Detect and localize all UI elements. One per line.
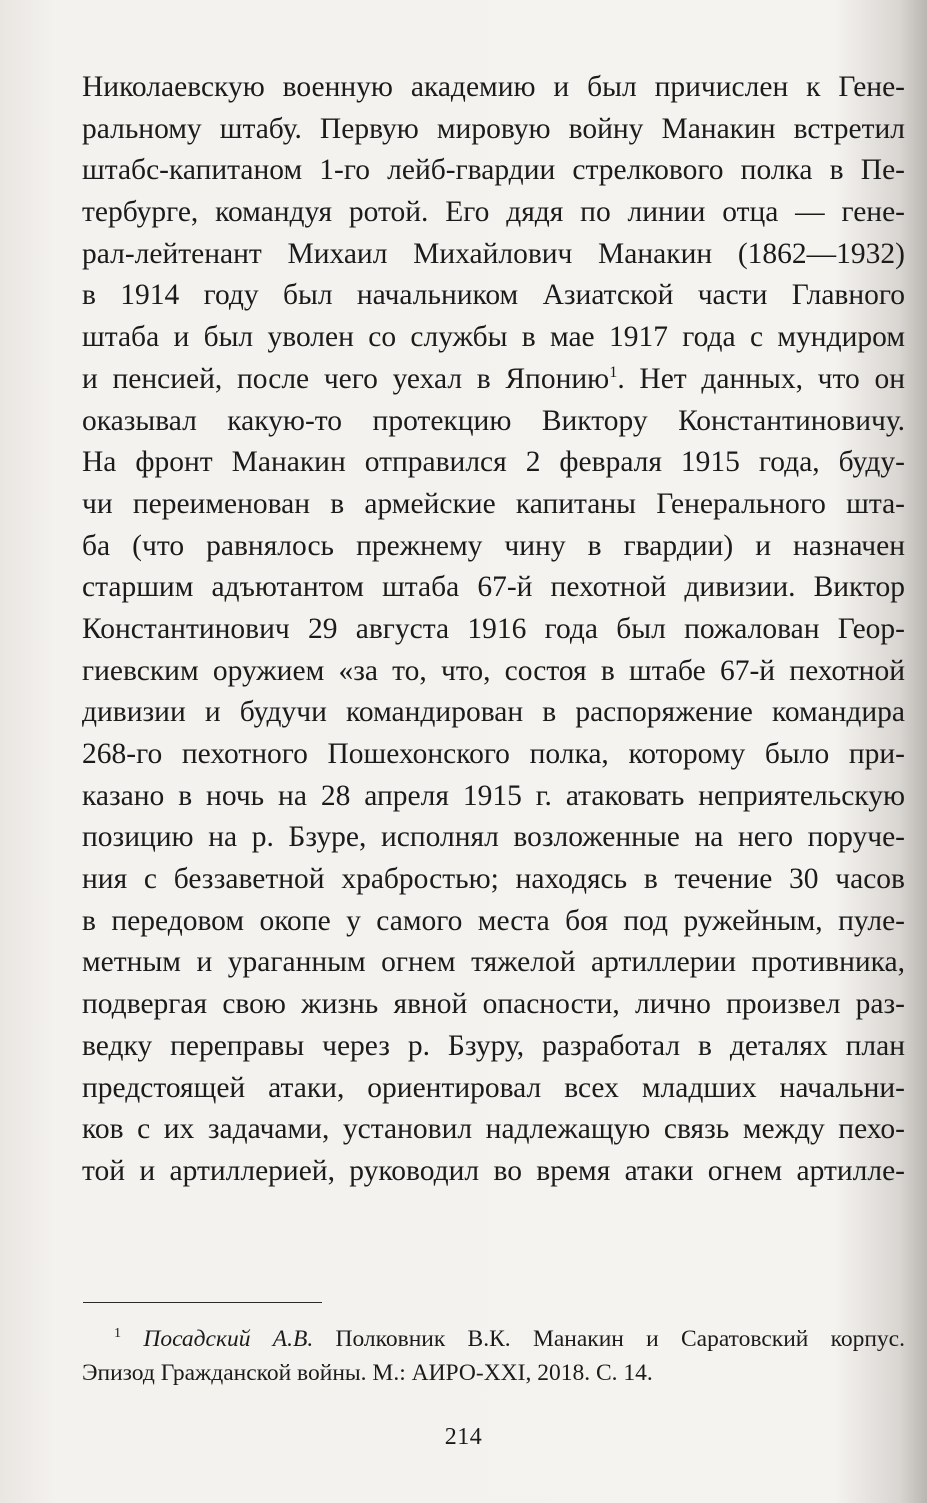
footnote-title: Полковник В.К. Манакин и Саратовский корпус. xyxy=(313,1326,905,1352)
text-line: чи переименован в армейские капитаны Генерального шта- xyxy=(82,487,905,520)
text-segment: и пенсией, после чего уехал в Японию xyxy=(82,362,610,395)
text-line: гиевским оружием «за то, что, состоя в штабе 67-й пехотной xyxy=(82,654,905,687)
text-line: Николаевскую военную академию и был причислен к Гене- xyxy=(82,71,905,103)
footnote-marker: 1 xyxy=(114,1325,122,1342)
footnote-divider xyxy=(83,1302,322,1303)
text-line: Константинович 29 августа 1916 года был пожалован Геор- xyxy=(82,612,905,645)
text-line: ба (что равнялось прежнему чину в гвардии) и назначен xyxy=(82,529,905,562)
footnote-line: Эпизод Гражданской войны. М.: АИРО-XXI, 2018. С. 14. xyxy=(82,1360,653,1386)
text-segment: . Нет данных, что он xyxy=(617,362,905,395)
text-line: штабс-капитаном 1-го лейб-гвардии стрелкового полка в Пе- xyxy=(82,154,905,187)
text-line: ведку переправы через р. Бзуру, разработал в деталях план xyxy=(82,1029,905,1062)
text-line: тербурге, командуя ротой. Его дядя по линии отца — гене- xyxy=(82,196,905,229)
text-line: в 1914 году был начальником Азиатской части Главного xyxy=(82,279,905,312)
text-line: ния с беззаветной храбростью; находясь в течение 30 часов xyxy=(82,863,905,896)
text-line: ков с их задачами, установил надлежащую связь между пехо- xyxy=(82,1113,905,1146)
text-line: ральному штабу. Первую мировую войну Манакин встретил xyxy=(82,112,905,145)
text-line: позицию на р. Бзуре, исполнял возложенные на него поруче- xyxy=(82,821,905,854)
footnote-author: Посадский А.В. xyxy=(143,1326,314,1352)
text-line: в передовом окопе у самого места боя под ружейным, пуле- xyxy=(82,904,905,937)
text-line: 268-го пехотного Пошехонского полка, которому было при- xyxy=(82,738,905,770)
main-text-body xyxy=(82,67,905,1193)
text-line: штаба и был уволен со службы в мае 1917 года с мундиром xyxy=(82,321,905,354)
text-line: На фронт Манакин отправился 2 февраля 1915 года, буду- xyxy=(82,446,905,479)
text-line: той и артиллерией, руководил во время атаки огнем артилле- xyxy=(82,1154,905,1187)
footnote-line xyxy=(82,1322,905,1356)
text-line: предстоящей атаки, ориентировал всех младших начальни- xyxy=(82,1071,905,1104)
page-number: 214 xyxy=(444,1424,483,1450)
text-line: рал-лейтенант Михаил Михайлович Манакин (1862—1932) xyxy=(82,237,905,270)
text-line: подвергая свою жизнь явной опасности, лично произвел раз- xyxy=(82,988,905,1021)
text-line: старшим адъютантом штаба 67-й пехотной дивизии. Виктор xyxy=(82,571,905,604)
text-line: казано в ночь на 28 апреля 1915 г. атаковать неприятельскую xyxy=(82,779,905,812)
footnote xyxy=(82,1322,905,1390)
footnote-reference: 1 xyxy=(609,362,618,381)
text-line: оказывал какую-то протекцию Виктору Константиновичу. xyxy=(82,404,905,437)
text-line: метным и ураганным огнем тяжелой артиллерии противника, xyxy=(82,946,905,979)
text-line-with-footnote-ref xyxy=(82,359,905,401)
text-line: дивизии и будучи командирован в распоряжение командира xyxy=(82,696,905,729)
